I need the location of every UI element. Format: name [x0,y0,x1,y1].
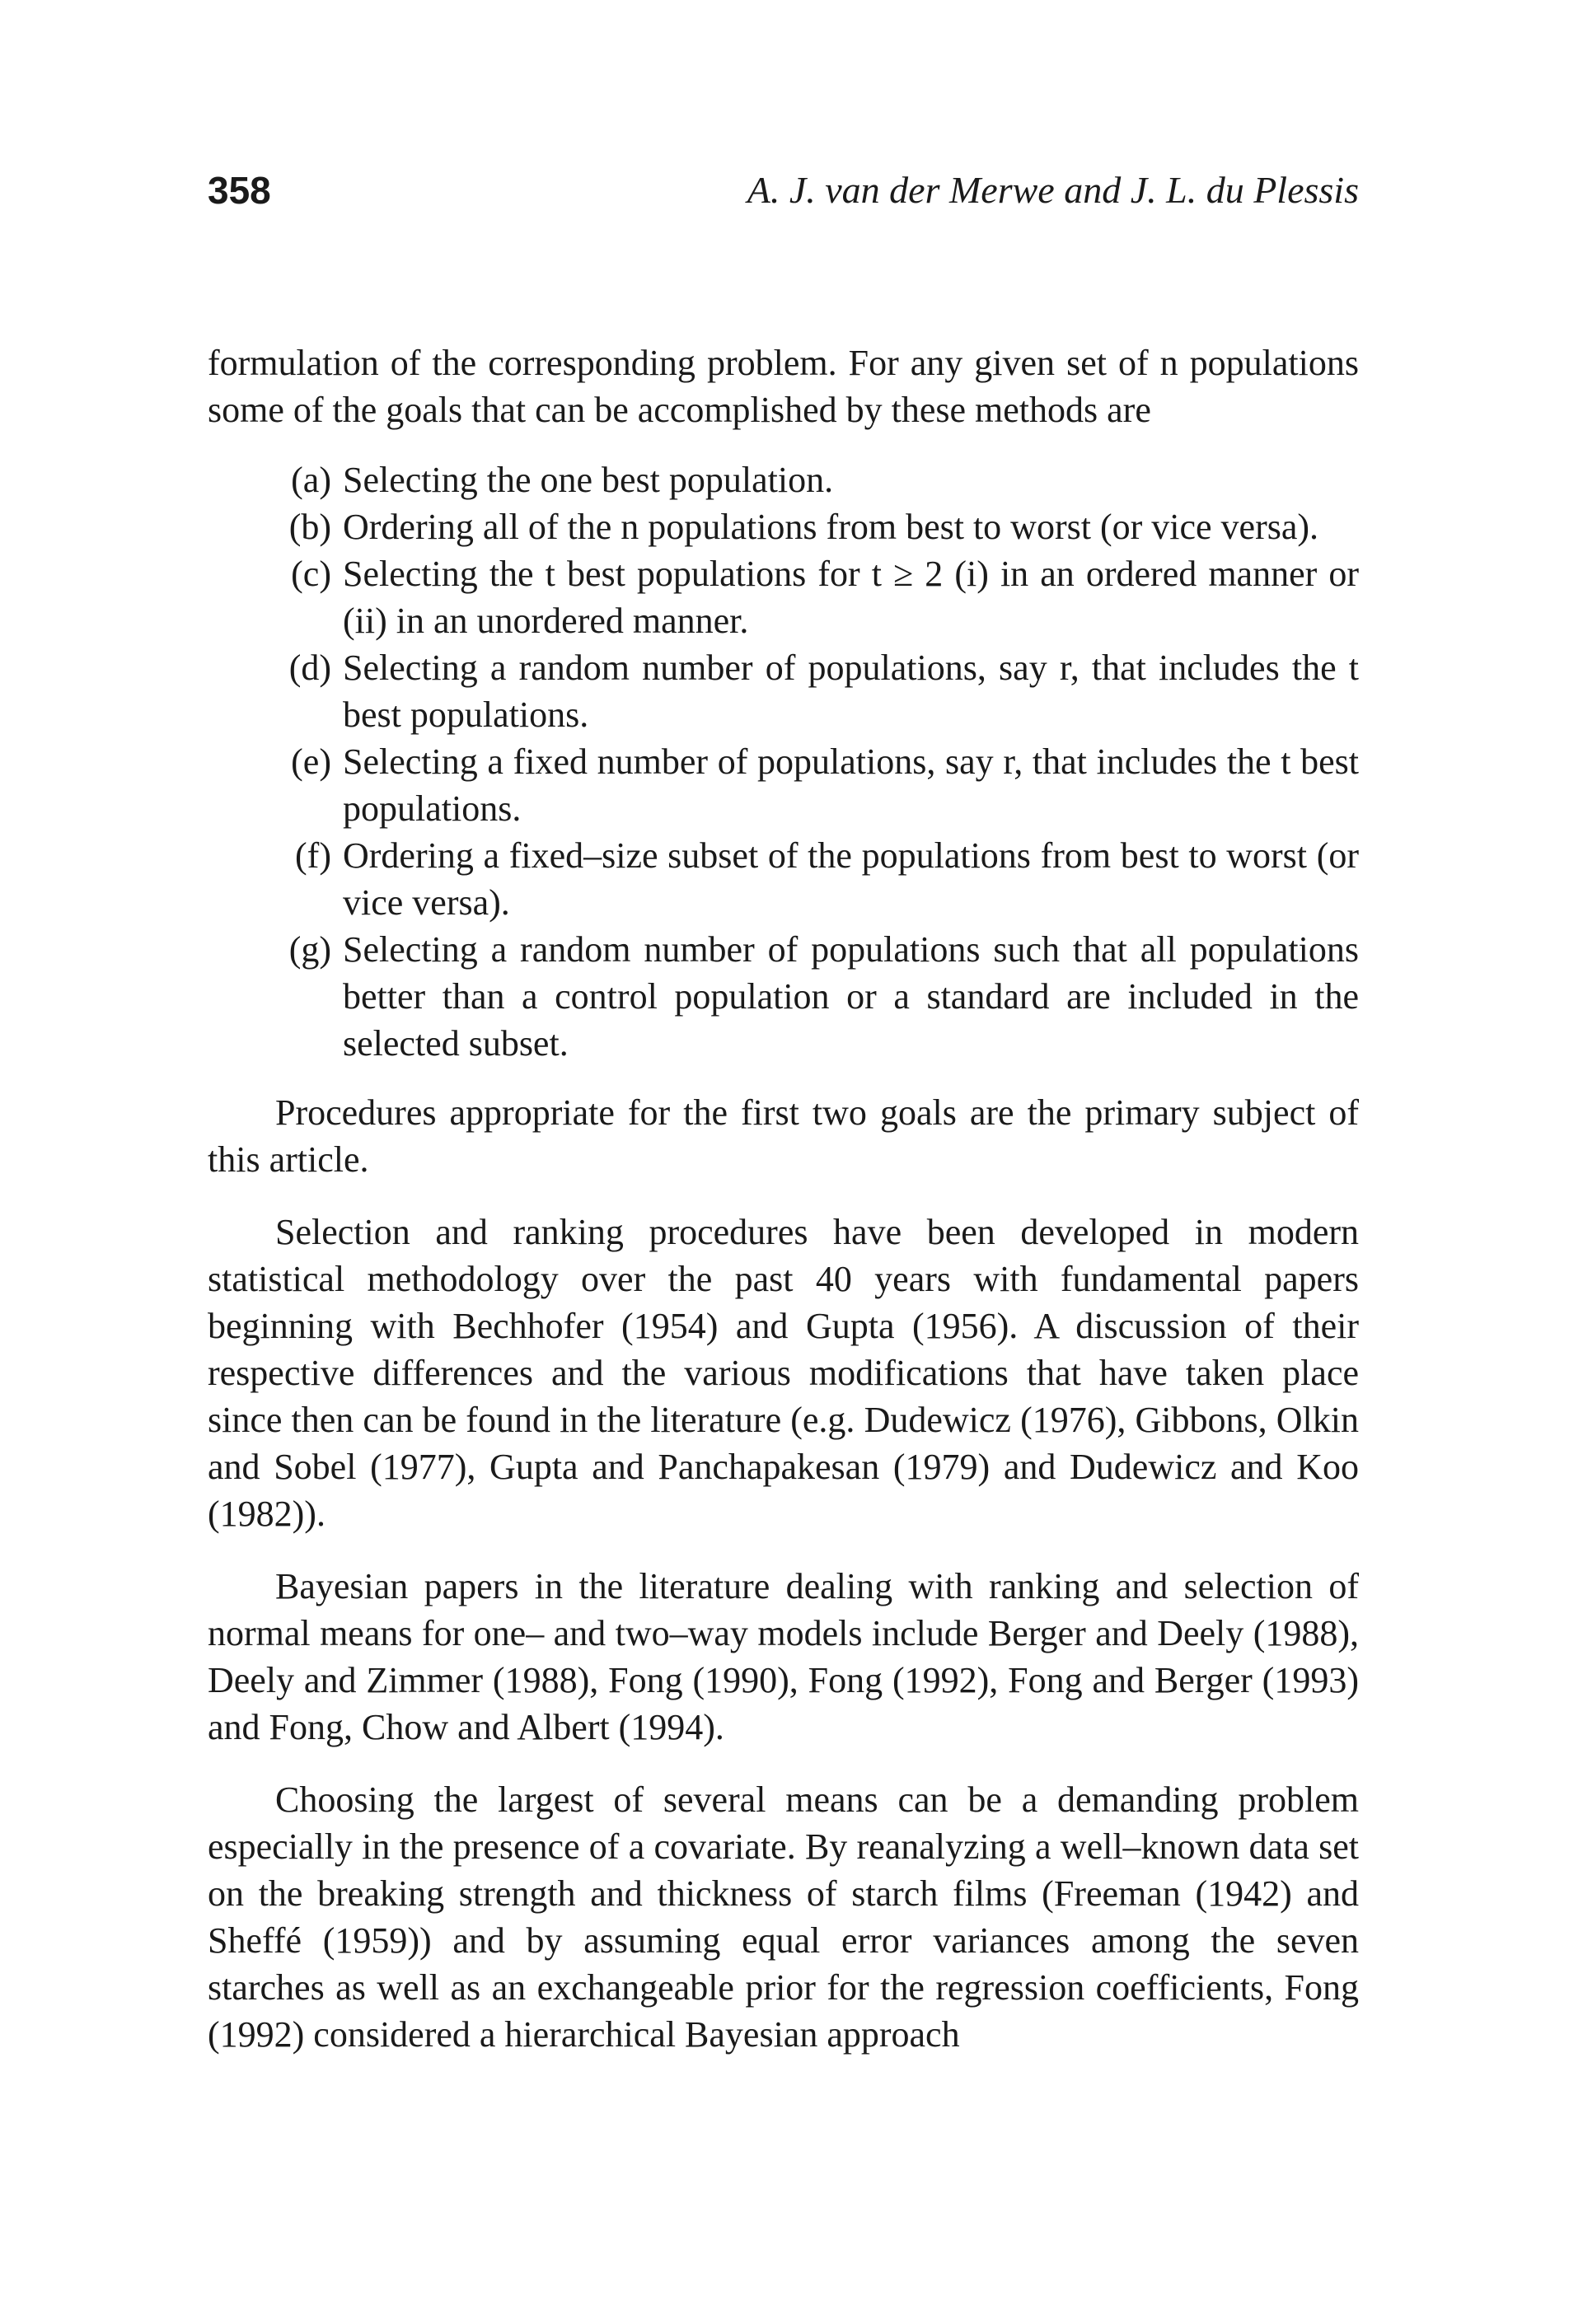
goal-list [208,456,1359,1067]
page-number: 358 [208,169,271,212]
goal-text: Selecting the one best population. [343,460,834,500]
goal-text: Ordering all of the n populations from best to worst (or vice versa). [343,507,1319,547]
goal-marker: (a) [291,460,331,500]
body-text [208,339,1359,2058]
goal-text: Selecting a fixed number of populations, say r, that includes the t best populations. [343,741,1359,829]
goal-marker: (f) [295,835,331,876]
paragraph-history: Selection and ranking procedures have been developed in modern statistical methodology over the past 40 years with fundamental papers beginning with Bechhofer (1954) and Gupta (1956). A discussion of their respective differences and the various modifications that have taken place since then can be found in the literature (e.g. Dudewicz (1976), Gibbons, Olkin and Sobel (1977), Gupta and Panchapakesan (1979) and Dudewicz and Koo (1982)). [208,1212,1359,1534]
goal-marker: (g) [288,929,331,970]
paragraph-goals-scope: Procedures appropriate for the first two goals are the primary subject of this article. [208,1092,1359,1180]
goal-item [208,738,1359,832]
goal-text: Selecting the t best populations for t ≥ 2 (i) in an ordered manner or (ii) in an unordered manner. [343,554,1359,641]
goal-item [208,503,1359,550]
goal-item [208,926,1359,1067]
paragraph-bayesian-papers: Bayesian papers in the literature dealing with ranking and selection of normal means for one– and two–way models include Berger and Deely (1988), Deely and Zimmer (1988), Fong (1990), Fong (1992), Fong and Berger (1993) and Fong, Chow and Albert (1994). [208,1566,1359,1747]
goal-text: Ordering a fixed–size subset of the populations from best to worst (or vice versa). [343,835,1359,923]
goal-text: Selecting a random number of populations, say r, that includes the t best populations. [343,648,1359,735]
paragraph-covariate: Choosing the largest of several means can be a demanding problem especially in the presence of a covariate. By reanalyzing a well–known data set on the breaking strength and thickness of starch films (Freeman (1942) and Sheffé (1959)) and by assuming equal error variances among the seven starches as well as an exchangeable prior for the regression coefficients, Fong (1992) considered a hierarchical Bayesian approach [208,1779,1359,2055]
intro-paragraph: formulation of the corresponding problem. For any given set of n populations some of the goals that can be accomplished by these methods are [208,343,1359,430]
goal-item [208,550,1359,644]
goal-marker: (d) [288,648,331,688]
goal-item [208,456,1359,503]
goal-item [208,644,1359,738]
goal-marker: (e) [291,741,331,782]
goal-marker: (b) [288,507,331,547]
goal-text: Selecting a random number of populations such that all populations better than a control population or a standard are included in the selected subset. [343,929,1359,1064]
goal-marker: (c) [291,554,331,594]
goal-item [208,832,1359,926]
running-head: A. J. van der Merwe and J. L. du Plessis [747,169,1359,211]
